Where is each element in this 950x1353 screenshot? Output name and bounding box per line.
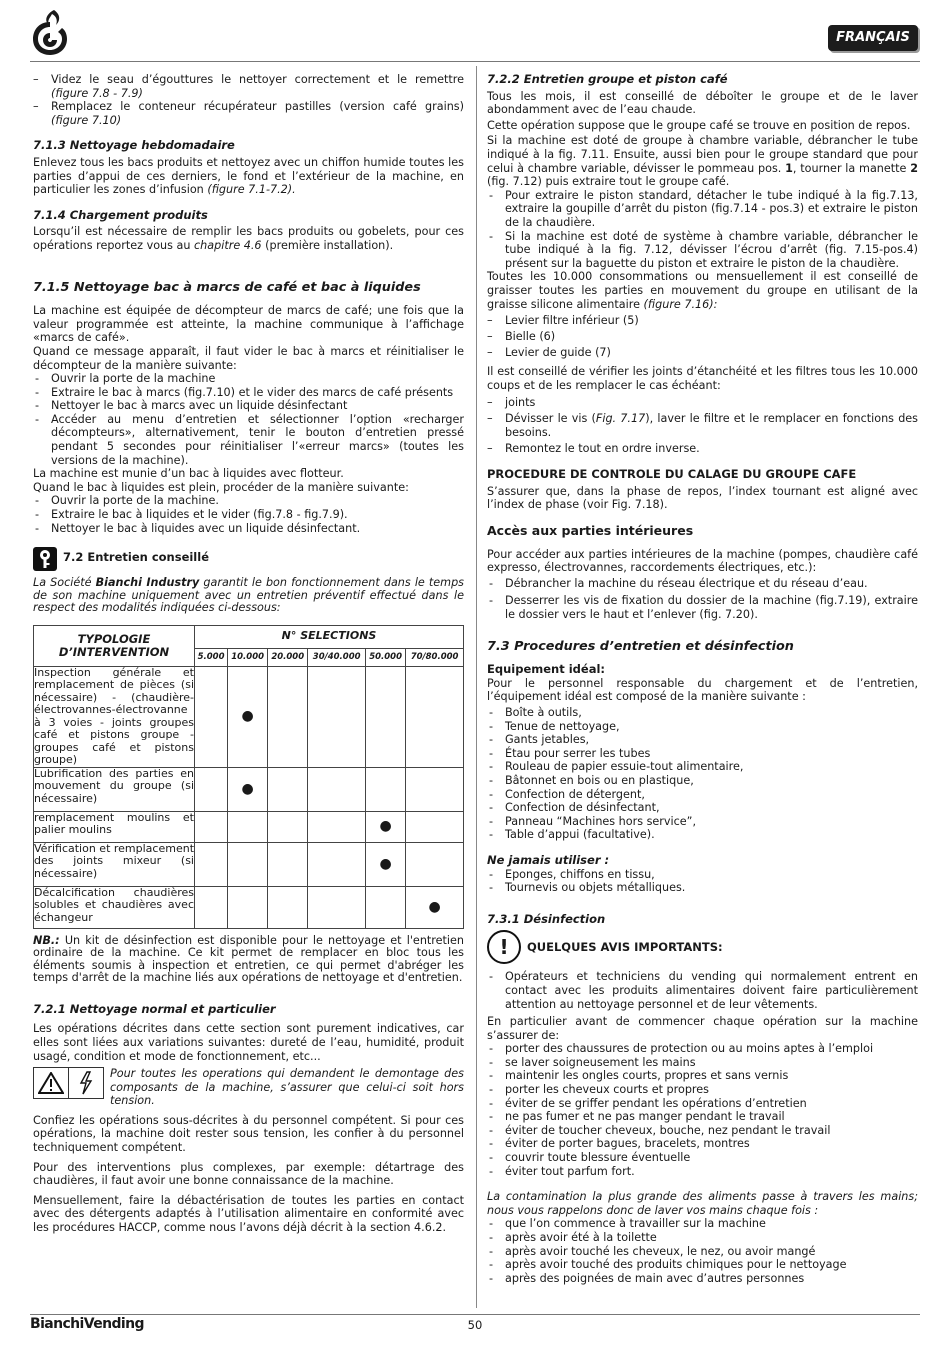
footer-brand-logo: BianchiVending <box>30 1316 144 1332</box>
paragraph: Les opérations décrites dans cette section sont purement indicatives, car elles sont liées aux variations suivantes: dureté de l’eau, humidité, produit usagé, condition et mode de fonctionnement, etc... <box>33 1022 464 1063</box>
right-column <box>487 73 918 1289</box>
list-item: – Remplacez le conteneur récupérateur pastilles (version café grains) (figure 7.10) <box>33 100 464 127</box>
paragraph: Quand ce message apparaît, il faut vider le bac à marcs et réinitialiser le décompteur de la manière suivante: <box>33 344 464 372</box>
list-item: - que l’on commence à travailler sur la machine <box>487 1217 918 1231</box>
paragraph: Tous les mois, il est conseillé de déboîter le groupe et de le laver abondamment avec de l’eau chaude. <box>487 89 918 117</box>
footer-divider <box>30 1314 920 1315</box>
list-item: - Tenue de nettoyage, <box>487 720 918 734</box>
paragraph: Il est conseillé de vérifier les joints d’étanchéité et les filtres tous les 10.000 coups et de les remplacer le cas échéant: <box>487 365 918 392</box>
list-item: – Levier filtre inférieur (5) <box>487 313 918 329</box>
list-item: - après avoir touché des produits chimiques pour le nettoyage <box>487 1258 918 1272</box>
paragraph: En particulier avant de commencer chaque opération sur la machine s’assurer de: <box>487 1015 918 1042</box>
list-item: - Ouvrir la porte de la machine. <box>33 494 464 508</box>
list-item: - maintenir les ongles courts, propres et sans vernis <box>487 1069 918 1083</box>
notice-title: QUELQUES AVIS IMPORTANTS: <box>527 939 723 954</box>
list-item: - Nettoyer le bac à marcs avec un liquide désinfectant <box>33 399 464 413</box>
maintenance-key-icon <box>33 547 57 571</box>
paragraph: La machine est munie d’un bac à liquides avec flotteur. <box>33 467 344 481</box>
list-item: - Nettoyer le bac à liquides avec un liquide désinfectant. <box>33 522 464 536</box>
list-item: – Videz le seau d’égouttures le nettoyer correctement et le remettre (figure 7.8 - 7.9) <box>33 73 464 100</box>
section-7-2-2-title: 7.2.2 Entretien groupe et piston café <box>487 72 728 86</box>
paragraph: Quand le bac à liquides est plein, procéder de la manière suivante: <box>33 480 409 494</box>
exclamation-icon: ! <box>487 930 521 964</box>
electrical-warning <box>33 1067 464 1108</box>
table-row: Lubrification des parties en mouvement du groupe (si nécessaire) ● <box>34 767 464 811</box>
warning-triangle-icon <box>34 1068 68 1098</box>
paragraph: Pour le personnel responsable du chargement et de l’entretien, l’équipement idéal est composé de la manière suivante : <box>487 676 918 704</box>
list-item: - Confection de détergent, <box>487 788 918 802</box>
list-item: - Tournevis ou objets métalliques. <box>487 881 918 895</box>
procedure-title: PROCEDURE DE CONTROLE DU CALAGE DU GROUPE CAFE <box>487 467 857 482</box>
table-header-qty: 20.000 <box>268 648 308 666</box>
list-item: - se laver soigneusement les mains <box>487 1056 918 1070</box>
brand-logo-icon <box>30 8 70 56</box>
list-item: - Desserrer les vis de fixation du dossier de la machine (fig.7.19), extraire le dossier vers le haut et l’enlever (fig. 7.20). <box>487 594 918 621</box>
table-row: Vérification et remplacement des joints mixeur (si nécessaire) ● <box>34 842 464 886</box>
section-7-2-intro: La Société Bianchi Industry garantit le bon fonctionnement dans le temps de son machine uniquement avec un entretien préventif effectué dans le respect des modalités indiquées ci-dessous: <box>33 576 464 615</box>
list-item: - Étau pour serrer les tubes <box>487 747 918 761</box>
table-header-qty: 5.000 <box>195 648 228 666</box>
section-7-1-4-title: 7.1.4 Chargement produits <box>33 207 208 222</box>
paragraph: La contamination la plus grande des aliments passe à travers les mains; nous vous rappelons donc de laver vos mains chaque fois : <box>487 1190 918 1217</box>
list-item: - Gants jetables, <box>487 733 918 747</box>
table-header-qty: 50.000 <box>366 648 406 666</box>
list-item: - Eponges, chiffons en tissu, <box>487 868 918 882</box>
table-header-qty: 70/80.000 <box>406 648 464 666</box>
list-item: - après des poignées de main avec d’autres personnes <box>487 1272 918 1286</box>
list-item: - Rouleau de papier essuie-tout alimentaire, <box>487 760 918 774</box>
list-item: - Si la machine est doté de système à chambre variable, débrancher le tube indiqué à la fig. 7.12, dévisser l’écrou d’arrêt (fig. 7.15-pos.4) présent sur la baguette du piston et extraire le piston de la chaudière. <box>487 230 918 271</box>
list-item: - Ouvrir la porte de la machine <box>33 372 464 386</box>
list-item: - éviter de se griffer pendant les opérations d’entretien <box>487 1097 918 1111</box>
list-item: - Débrancher la machine du réseau électrique et du réseau d’eau. <box>487 577 918 591</box>
list-item: - Extraire le bac à marcs (fig.7.10) et le vider des marcs de café présents <box>33 386 464 400</box>
equipment-title: Equipement idéal: <box>487 662 605 677</box>
section-7-3-title: 7.3 Procedures d’entretien et désinfection <box>487 638 794 654</box>
list-item: - éviter de toucher cheveux, bouche, nez pendant le travail <box>487 1124 918 1138</box>
page-number: 50 <box>467 1318 483 1332</box>
paragraph: Confiez les opérations sous-décrites à du personnel compétent. Si pour ces opérations, la machine doit rester sous tension, les confier à du personnel techniquement compétent. <box>33 1113 464 1155</box>
section-7-1-3-text: Enlevez tous les bacs produits et nettoyez avec un chiffon humide toutes les parties d’appui de ces derniers, le fond et l’extérieur de la machine, en particulier les zones d’infusion (figure 7.1-7.2). <box>33 155 464 197</box>
paragraph: Pour accéder aux parties intérieures de la machine (pompes, chaudière café expresso, électrovannes, raccordements électriques, etc.): <box>487 547 918 575</box>
maintenance-table <box>33 625 464 929</box>
list-item: - Extraire le bac à liquides et le vider (fig.7.8 - fig.7.9). <box>33 508 464 522</box>
piston-steps-list <box>487 189 918 271</box>
list-item: – joints <box>487 396 918 410</box>
paragraph: Cette opération suppose que le groupe café se trouve en position de repos. <box>487 118 911 132</box>
never-use-list <box>487 868 918 895</box>
table-header-qty: 10.000 <box>228 648 268 666</box>
paragraph: Si la machine est doté de groupe à chambre variable, débrancher le tube indiqué à la fig. 7.11. Ensuite, aussi bien pour le groupe standard que pour celui à chambre variable, dévisser le pommeau pos. 1, tourner la manette 2 (fig. 7.12) puis extraire tout le groupe café. <box>487 134 918 189</box>
header-divider <box>30 61 920 62</box>
paragraph: Toutes les 10.000 consommations ou mensuellement il est conseillé de graisser toutes les parties en mouvement du groupe en utilisant de la graisse silicone alimentaire (figure 7.16): <box>487 270 918 311</box>
access-title: Accès aux parties intérieures <box>487 523 694 539</box>
section-7-2-1-title: 7.2.1 Nettoyage normal et particulier <box>33 1001 276 1016</box>
left-column <box>33 73 464 1239</box>
column-divider <box>476 66 477 1308</box>
liquid-steps-list <box>33 494 464 535</box>
table-header-selections: N° SELECTIONS <box>195 625 464 648</box>
list-item: – Remontez le tout en ordre inverse. <box>487 442 918 456</box>
access-steps-list <box>487 577 918 622</box>
list-item: - après avoir touché les cheveux, le nez, ou avoir mangé <box>487 1245 918 1259</box>
paragraph: La machine est équipée de décompteur de marcs de café; une fois que la valeur programmée est atteinte, la machine communique à l’affichage «marcs de café». <box>33 304 464 345</box>
section-7-1-5-title: 7.1.5 Nettoyage bac à marcs de café et bac à liquides <box>33 279 421 295</box>
table-header-qty: 30/40.000 <box>308 648 366 666</box>
list-item: – Dévisser le vis (Fig. 7.17), laver le filtre et le remplacer en fonctions des besoins. <box>487 412 918 440</box>
list-item: - Panneau “Machines hors service”, <box>487 815 918 829</box>
paragraph: S’assurer que, dans la phase de repos, l’index tournant est aligné avec l’index de phase (voir Fig. 7.18). <box>487 484 918 512</box>
warning-text: Pour toutes les operations qui demandent le demontage des composants de la machine, s’assurer que celui-ci soit hors tension. <box>110 1067 464 1108</box>
list-item: - Bâtonnet en bois ou en plastique, <box>487 774 918 788</box>
section-7-3-1-title: 7.3.1 Désinfection <box>487 911 606 926</box>
list-item: - Accéder au menu d’entretien et sélectionner l’option «recharger décompteurs», alternativement, tenir le bouton d’entretien pressé pendant 5 secondes pour réinitialiser l’«erreur marcs» (toutes les versions de la machine). <box>33 413 464 467</box>
list-item: - éviter tout parfum fort. <box>487 1165 918 1179</box>
intro-list <box>33 73 464 127</box>
section-7-1-3-title: 7.1.3 Nettoyage hebdomadaire <box>33 138 235 153</box>
table-row: Décalcification chaudières solubles et chaudières avec échangeur ● <box>34 886 464 928</box>
section-7-2-title: 7.2 Entretien conseillé <box>63 549 209 564</box>
list-item: - après avoir été à la toilette <box>487 1231 918 1245</box>
handwash-list <box>487 1217 918 1285</box>
table-header-type: TYPOLOGIE D’INTERVENTION <box>34 625 195 666</box>
list-item: - porter des chaussures de protection ou au moins aptes à l’emploi <box>487 1042 918 1056</box>
list-item: - couvrir toute blessure éventuelle <box>487 1151 918 1165</box>
never-use-title: Ne jamais utiliser : <box>487 852 610 867</box>
list-item: - Table d’appui (facultative). <box>487 828 918 842</box>
paragraph: Mensuellement, faire la débactérisation de toutes les parties en contact avec des détergents adaptés à l’utilisation alimentaire en conformité avec les procédures HACCP, comme nous l’avons déjà décrit à la section 4.6.2. <box>33 1193 464 1235</box>
grease-parts-list <box>487 313 918 361</box>
table-row: Inspection générale et remplacement de pièces (si nécessaire) - (chaudière-électrovannes-électrovanne à 3 voies - joints groupes café et pistons groupe - groupes café et pistons groupe) ● <box>34 666 464 767</box>
grounds-steps-list <box>33 372 464 467</box>
list-item: - porter les cheveux courts et propres <box>487 1083 918 1097</box>
list-item: – Bielle (6) <box>487 329 918 345</box>
list-item: - Pour extraire le piston standard, détacher le tube indiqué à la fig.7.13, extraire la goupille d’arrêt du piston (fig.7.14 - pos.3) et extraire le piston de la chaudière. <box>487 189 918 230</box>
equipment-list <box>487 706 918 842</box>
hygiene-list <box>487 1042 918 1178</box>
language-badge: FRANÇAIS <box>828 25 918 51</box>
section-7-1-4-text: Lorsqu’il est nécessaire de remplir les bacs produits ou gobelets, pour ces opérations reportez vous au chapitre 4.6 (première installation). <box>33 225 464 252</box>
paragraph: Pour des interventions plus complexes, par exemple: détartrage des chaudières, il faut avoir une bonne connaissance de la machine. <box>33 1160 464 1188</box>
list-item: - Confection de désinfectant, <box>487 801 918 815</box>
list-item: - éviter de porter bagues, bracelets, montres <box>487 1137 918 1151</box>
list-item: - ne pas fumer et ne pas manger pendant le travail <box>487 1110 918 1124</box>
joints-list <box>487 396 918 456</box>
list-item: - Opérateurs et techniciens du vending qui normalement entrent en contact avec les produits alimentaires doivent faire particulièrement attention au nettoyage personnel et de leur vêtements. <box>487 970 918 1011</box>
electric-shock-icon <box>68 1068 103 1098</box>
list-item: - Boîte à outils, <box>487 706 918 720</box>
notice-list <box>487 970 918 1011</box>
list-item: – Levier de guide (7) <box>487 345 918 361</box>
nb-note: NB.: Un kit de désinfection est disponible pour le nettoyage et l'entretien ordinaire de la machine. Ce kit permet de remplacer en bloc tous les éléments soumis à inspection et entretien, ce qui permet d'abréger les temps d'arrêt de la machine liés aux opérations de nettoyage et d'entretien. <box>33 933 464 985</box>
table-row: remplacement moulins et palier moulins ● <box>34 811 464 842</box>
